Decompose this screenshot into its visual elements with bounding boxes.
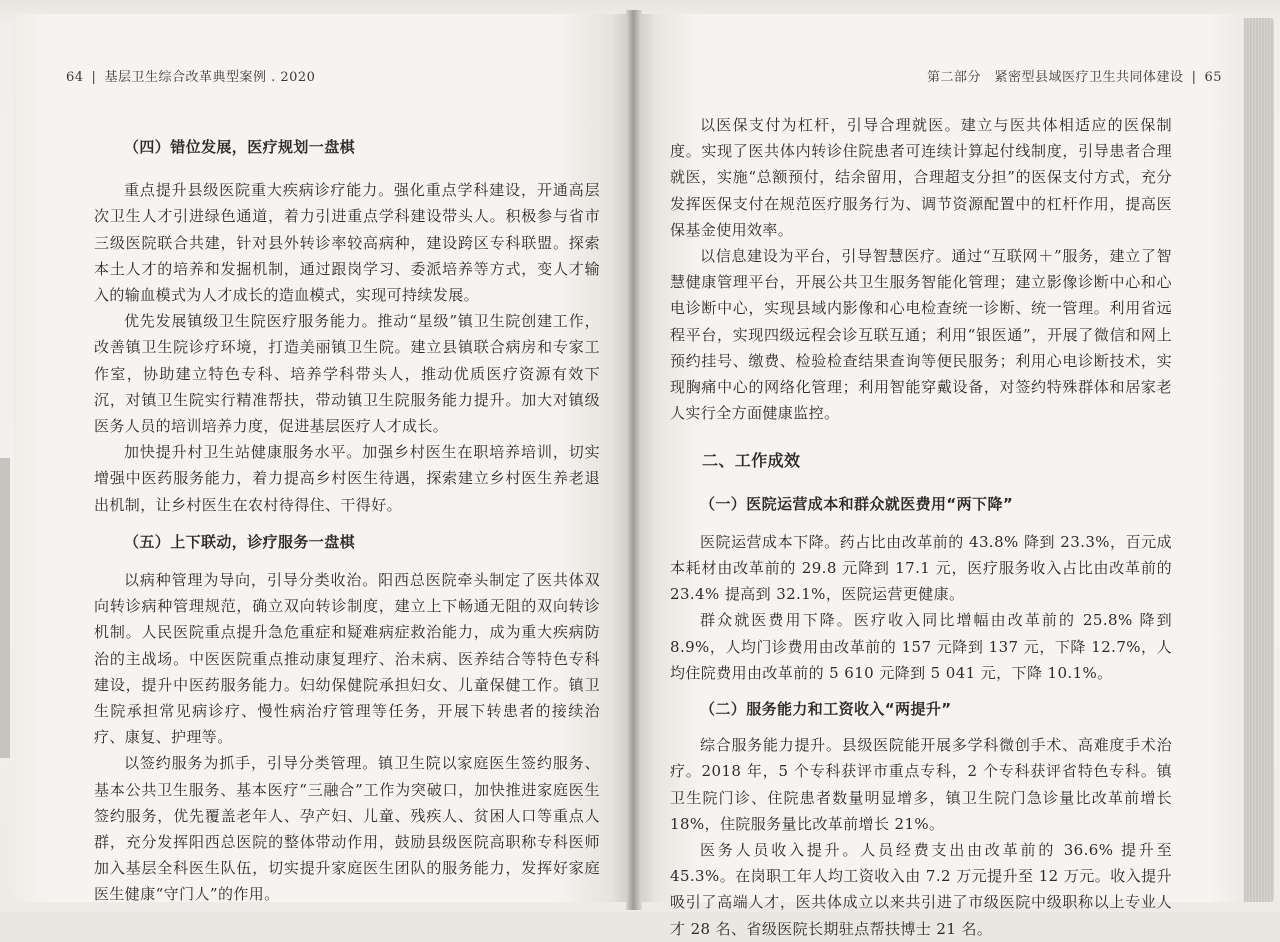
paragraph: 优先发展镇级卫生院医疗服务能力。推动“星级”镇卫生院创建工作，改善镇卫生院诊疗环境，打造美丽镇卫生院。建立县镇联合病房和专家工作室，协助建立特色专科、培养学科带头人，推动优质医疗资源有效下沉，对镇卫生院实行精准帮扶，带动镇卫生院服务能力提升。加大对镇级医务人员的培训培养力度，促进基层医疗人才成长。 xyxy=(94,312,600,436)
right-page-body xyxy=(670,112,1172,942)
section-heading-results: 二、工作成效 xyxy=(702,451,801,471)
paragraph: 以签约服务为抓手，引导分类管理。镇卫生院以家庭医生签约服务、基本公共卫生服务、基本医疗“三融合”工作为突破口，加快推进家庭医生签约服务，优先覆盖老年人、孕产妇、儿童、残疾人、贫困人口等重点人群，充分发挥阳西总医院的整体带动作用，鼓励县级医院高职称专科医师加入基层全科医生队伍，切实提升家庭医生团队的服务能力，发挥好家庭医生健康“守门人”的作用。 xyxy=(94,754,600,904)
page-edges xyxy=(1244,18,1274,902)
left-page-body xyxy=(94,134,600,908)
right-running-head xyxy=(927,66,1222,85)
part-title: 第二部分 紧密型县域医疗卫生共同体建设 xyxy=(927,70,1184,85)
heading-section-5: （五）上下联动，诊疗服务一盘棋 xyxy=(124,532,356,551)
running-head-divider: | xyxy=(91,70,97,85)
paragraph: 以病种管理为导向，引导分类收治。阳西总医院牵头制定了医共体双向转诊病种管理规范，确立双向转诊制度，建立上下畅通无阻的双向转诊机制。人民医院重点提升急危重症和疑难病症救治能力，成为重大疾病防治的主战场。中医医院重点推动康复理疗、治未病、医养结合等特色专科建设，提升中医药服务能力。妇幼保健院承担妇女、儿童保健工作。镇卫生院承担常见病诊疗、慢性病治疗管理等任务，开展下转患者的接续治疗、康复、护理等。 xyxy=(94,571,600,747)
right-page-number: 65 xyxy=(1204,70,1222,85)
heading-section-4: （四）错位发展，医疗规划一盘棋 xyxy=(124,138,356,156)
left-running-head xyxy=(66,66,315,85)
paragraph: 医院运营成本下降。药占比由改革前的 43.8% 降到 23.3%，百元成本耗材由改革前的 29.8 元降到 17.1 元，医疗服务收入占比由改革前的 23.4% 提高到 32.1%，医院运营更健康。 xyxy=(670,532,1172,604)
running-head-divider: | xyxy=(1191,70,1197,85)
heading-subsection-2: （二）服务能力和工资收入“两提升” xyxy=(700,700,952,719)
paragraph: 以医保支付为杠杆，引导合理就医。建立与医共体相适应的医保制度。实现了医共体内转诊住院患者可连续计算起付线制度，引导患者合理就医，实施“总额预付，结余留用，合理超支分担”的医保支付方式，充分发挥医保支付在规范医疗服务行为、调节资源配置中的杠杆作用，提高医保基金使用效率。 xyxy=(670,116,1172,239)
book-title: 基层卫生综合改革典型案例 . 2020 xyxy=(104,70,316,85)
paragraph: 以信息建设为平台，引导智慧医疗。通过“互联网＋”服务，建立了智慧健康管理平台，开展公共卫生服务智能化管理；建立影像诊断中心和心电诊断中心，实现县域内影像和心电检查统一诊断、统一管理。利用省远程平台，实现四级远程会诊互联互通；利用“银医通”，开展了微信和网上预约挂号、缴费、检验检查结果查询等便民服务；利用心电诊断技术，实现胸痛中心的网络化管理；利用智能穿戴设备，对签约特殊群体和居家老人实行全方面健康监控。 xyxy=(670,247,1172,423)
book-gutter xyxy=(626,10,642,910)
paragraph: 重点提升县级医院重大疾病诊疗能力。强化重点学科建设，开通高层次卫生人才引进绿色通道，着力引进重点学科建设带头人。积极参与省市三级医院联合共建，针对县外转诊率较高病种，建设跨区专科联盟。探索本土人才的培养和发掘机制，通过跟岗学习、委派培养等方式，变人才输入的输血模式为人才成长的造血模式，实现可持续发展。 xyxy=(94,181,600,305)
paragraph: 群众就医费用下降。医疗收入同比增幅由改革前的 25.8% 降到 8.9%，人均门诊费用由改革前的 157 元降到 137 元，下降 12.7%，人均住院费用由改革前的 5 610 元降到 5 041 元，下降 10.1%。 xyxy=(670,611,1172,682)
paragraph: 综合服务能力提升。县级医院能开展多学科微创手术、高难度手术治疗。2018 年，5 个专科获评市重点专科，2 个专科获评省特色专科。镇卫生院门诊、住院患者数量明显增多，镇卫生院门急诊量比改革前增长 18%，住院服务量比改革前增长 21%。 xyxy=(670,736,1172,833)
paragraph: 医务人员收入提升。人员经费支出由改革前的 36.6% 提升至 45.3%。在岗职工年人均工资收入由 7.2 万元提升至 12 万元。收入提升吸引了高端人才，医共体成立以来共引进了市级医院中级职称以上专业人才 28 名、省级医院长期驻点帮扶博士 21 名。 xyxy=(670,841,1172,938)
left-page-number: 64 xyxy=(66,70,84,85)
page-edge-shadow xyxy=(0,458,10,758)
paragraph: 加快提升村卫生站健康服务水平。加强乡村医生在职培养培训，切实增强中医药服务能力，着力提高乡村医生待遇，探索建立乡村医生养老退出机制，让乡村医生在农村待得住、干得好。 xyxy=(94,443,600,514)
heading-subsection-1: （一）医院运营成本和群众就医费用“两下降” xyxy=(700,494,1014,513)
